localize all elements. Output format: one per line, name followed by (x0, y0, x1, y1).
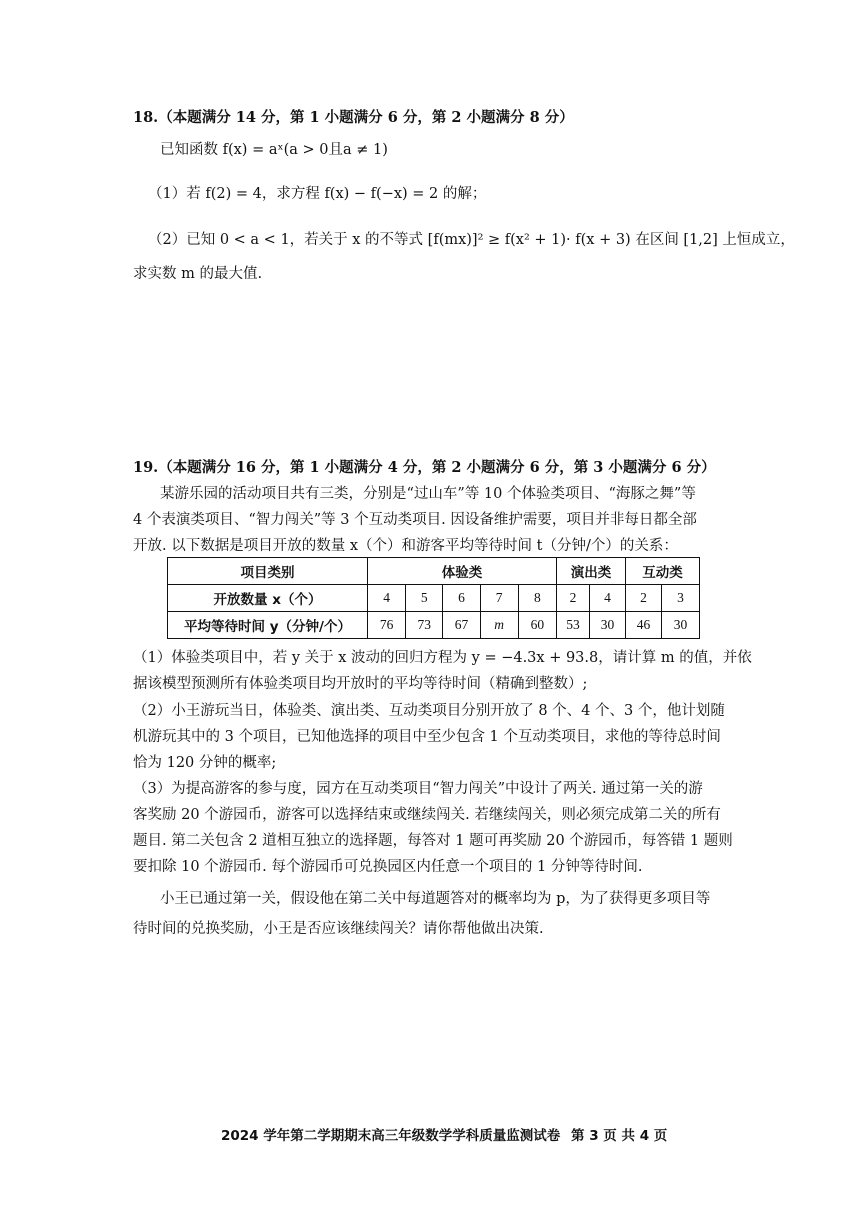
header-experience: 体验类 (368, 558, 557, 585)
table-cell: 76 (368, 612, 406, 639)
q19-p1-line2: 据该模型预测所有体验类项目均开放时的平均等待时间（精确到整数）; (133, 676, 588, 692)
header-show: 演出类 (557, 558, 626, 585)
q19-p2-line3: 恰为 120 分钟的概率; (133, 755, 277, 771)
table-cell: 6 (443, 585, 480, 612)
q18-intro: 已知函数 f(x) = aˣ(a > 0且a ≠ 1) (160, 142, 388, 158)
table-cell: 46 (626, 612, 662, 639)
table-cell: 4 (590, 585, 626, 612)
header-category: 项目类别 (168, 558, 368, 585)
table-cell: 30 (662, 612, 700, 639)
q19-header: 19.（本题满分 16 分，第 1 小题满分 4 分，第 2 小题满分 6 分，第 3 小题满分 6 分） (133, 459, 716, 476)
table-row (168, 585, 700, 612)
table-cell: 67 (443, 612, 480, 639)
data-table (167, 557, 700, 639)
q19-p3-line1: （3）为提高游客的参与度，园方在互动类项目“智力闯关”中设计了两关. 通过第一关的游 (133, 781, 703, 797)
q19-p3-line4: 要扣除 10 个游园币. 每个游园币可兑换园区内任意一个项目的 1 分钟等待时间. (133, 859, 643, 875)
q19-p3-line2: 客奖励 20 个游园币，游客可以选择结束或继续闯关. 若继续闯关，则必须完成第二关的所有 (133, 807, 721, 823)
q19-p2-line1: （2）小王游玩当日，体验类、演出类、互动类项目分别开放了 8 个、4 个、3 个，他计划随 (133, 703, 725, 719)
q19-p1-line1: （1）体验类项目中，若 y 关于 x 波动的回归方程为 y = −4.3x + 93.8，请计算 m 的值，并依 (133, 650, 752, 666)
table-cell: 53 (557, 612, 590, 639)
q19-p3-line3: 题目. 第二关包含 2 道相互独立的选择题，每答对 1 题可再奖励 20 个游园币，每答错 1 题则 (133, 833, 733, 849)
footer-page-number: 第 3 页 共 4 页 (571, 1128, 668, 1144)
q19-p3-line5: 小王已通过第一关，假设他在第二关中每道题答对的概率均为 p，为了获得更多项目等 (160, 891, 711, 907)
table-row (168, 612, 700, 639)
table-cell: 5 (406, 585, 443, 612)
table-cell: m (480, 612, 518, 639)
q18-part2-line2: 求实数 m 的最大值. (133, 266, 263, 282)
q18-part1: （1）若 f(2) = 4，求方程 f(x) − f(−x) = 2 的解； (148, 186, 487, 202)
table-cell: 7 (480, 585, 518, 612)
table-cell: 4 (368, 585, 406, 612)
table-cell: 2 (557, 585, 590, 612)
row-label-open-count: 开放数量 x（个） (168, 585, 368, 612)
table-cell: 60 (518, 612, 556, 639)
table-cell: 2 (626, 585, 662, 612)
q18-header: 18.（本题满分 14 分，第 1 小题满分 6 分，第 2 小题满分 8 分） (133, 109, 574, 126)
q19-p2-line2: 机游玩其中的 3 个项目，已知他选择的项目中至少包含 1 个互动类项目，求他的等待总时间 (133, 729, 721, 745)
q19-intro-line1: 某游乐园的活动项目共有三类，分别是“过山车”等 10 个体验类项目、“海豚之舞”等 (160, 486, 696, 502)
table-cell: 30 (590, 612, 626, 639)
row-label-wait-time: 平均等待时间 y（分钟/个） (168, 612, 368, 639)
q19-p3-line6: 待时间的兑换奖励，小王是否应该继续闯关？请你帮他做出决策. (133, 921, 544, 937)
footer-title: 2024 学年第二学期期末高三年级数学学科质量监测试卷 (221, 1128, 561, 1144)
table-cell: 3 (662, 585, 700, 612)
q19-intro-line2: 4 个表演类项目、“智力闯关”等 3 个互动类项目. 因设备维护需要，项目并非每日都全部 (133, 512, 697, 528)
table-cell: 8 (518, 585, 556, 612)
q19-intro-line3: 开放. 以下数据是项目开放的数量 x（个）和游客平均等待时间 t（分钟/个）的关系： (133, 538, 678, 554)
header-interactive: 互动类 (626, 558, 700, 585)
table-header-row (168, 558, 700, 585)
q18-part2-line1: （2）已知 0 < a < 1，若关于 x 的不等式 [f(mx)]² ≥ f(x² + 1)· f(x + 3) 在区间 [1,2] 上恒成立， (148, 232, 795, 248)
table-cell: 73 (406, 612, 443, 639)
